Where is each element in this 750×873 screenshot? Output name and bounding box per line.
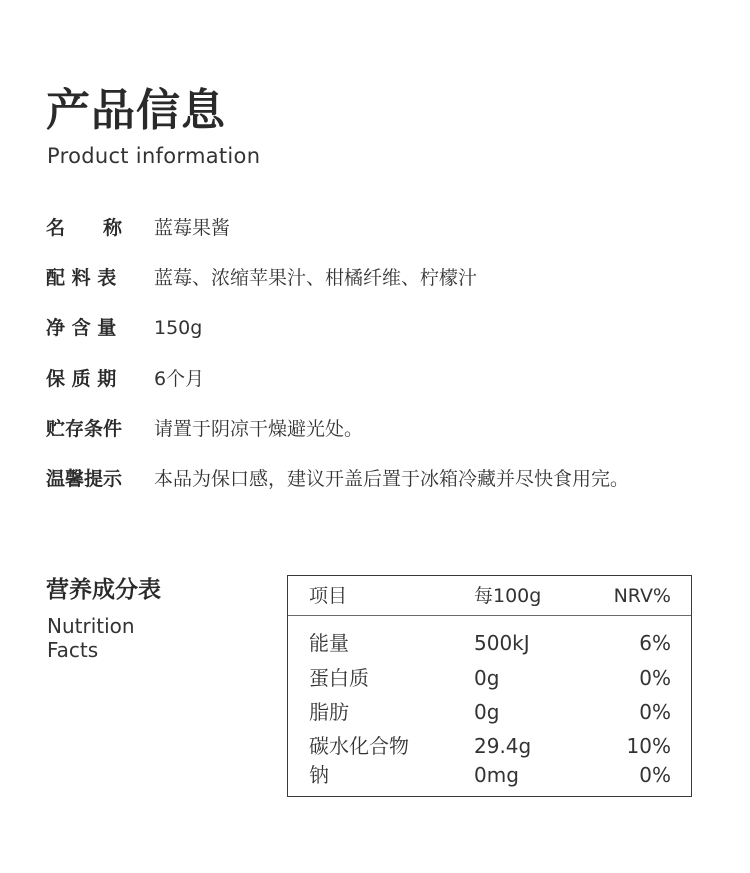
row-per100g: 0g [474, 700, 500, 724]
page-subtitle: Product information [47, 144, 261, 168]
info-value: 请置于阴凉干燥避光处。 [154, 418, 364, 440]
info-value: 蓝莓果酱 [154, 217, 231, 239]
info-label: 名 称 [46, 217, 123, 239]
row-per100g: 29.4g [474, 734, 532, 758]
info-value: 本品为保口感，建议开盖后置于冰箱冷藏并尽快食用完。 [154, 468, 630, 490]
info-label: 贮存条件 [46, 418, 123, 440]
header-per100g: 每100g [474, 585, 542, 607]
row-nrv: 6% [639, 631, 671, 655]
info-label: 净 含 量 [46, 317, 117, 339]
header-item: 项目 [309, 585, 348, 607]
row-nrv: 0% [639, 763, 671, 787]
nutrition-subtitle-line1: Nutrition [47, 614, 135, 638]
row-nrv: 0% [639, 700, 671, 724]
nutrition-subtitle-line2: Facts [47, 638, 99, 662]
row-item: 钠 [309, 763, 329, 787]
row-per100g: 0g [474, 666, 500, 690]
info-value: 150g [154, 317, 203, 339]
row-item: 碳水化合物 [309, 734, 409, 758]
info-value: 6个月 [154, 368, 205, 390]
row-item: 能量 [309, 631, 349, 655]
row-item: 蛋白质 [309, 666, 369, 690]
info-label: 配 料 表 [46, 267, 117, 289]
row-per100g: 0mg [474, 763, 519, 787]
header-nrv: NRV% [613, 585, 671, 607]
info-label: 温馨提示 [46, 468, 123, 490]
row-nrv: 0% [639, 666, 671, 690]
nutrition-table [287, 575, 692, 797]
nutrition-subtitle [47, 614, 135, 662]
info-value: 蓝莓、浓缩苹果汁、柑橘纤维、柠檬汁 [154, 267, 478, 289]
row-nrv: 10% [626, 734, 671, 758]
row-per100g: 500kJ [474, 631, 530, 655]
page-title: 产品信息 [46, 85, 226, 136]
info-label: 保 质 期 [46, 368, 117, 390]
row-item: 脂肪 [309, 700, 349, 724]
nutrition-title: 营养成分表 [46, 577, 161, 603]
table-header [288, 576, 691, 616]
